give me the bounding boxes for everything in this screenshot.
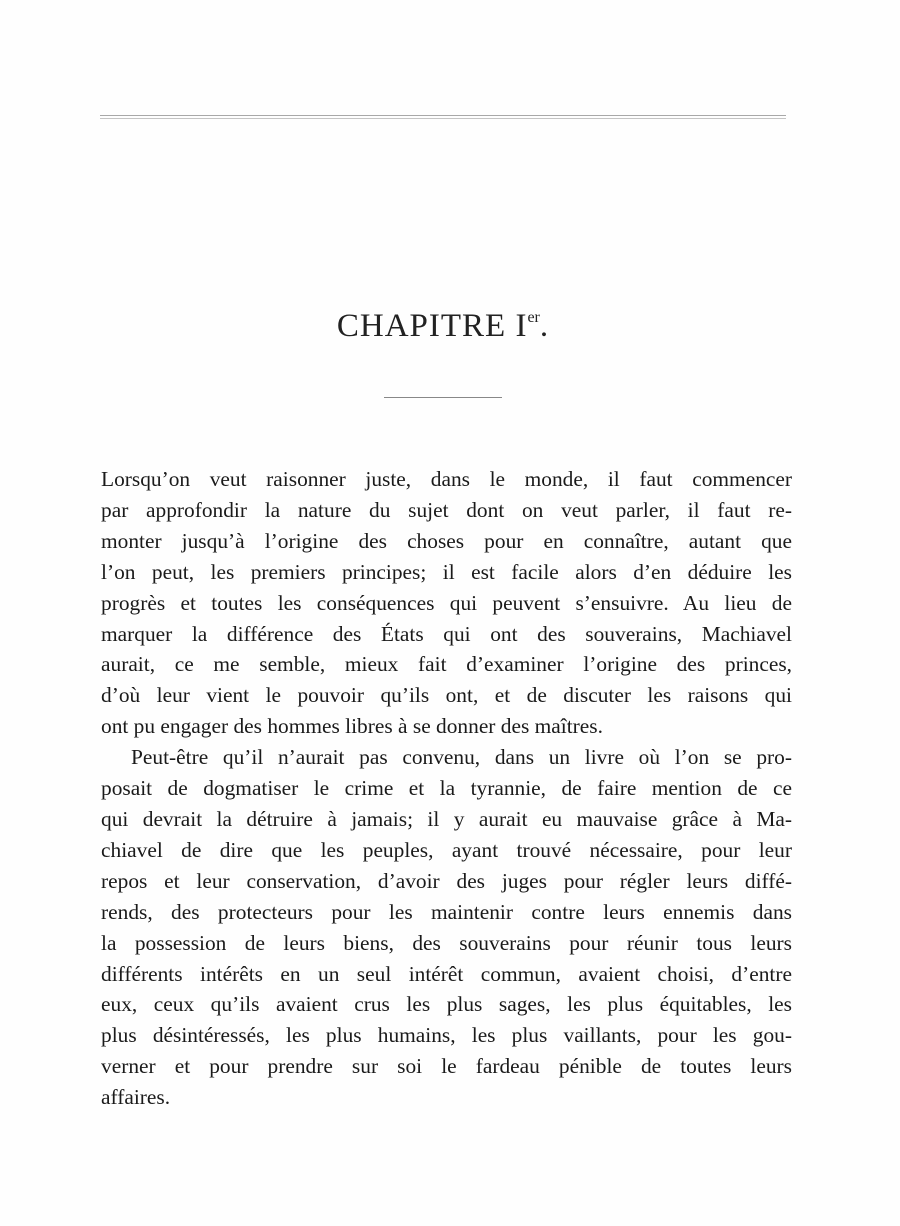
text-line: monter jusqu’à l’origine des choses pour en connaître, autant que [101,528,792,553]
chapter-title [0,308,886,345]
chapter-title-suffix: . [539,308,550,344]
text-line: repos et leur conservation, d’avoir des juges pour régler leurs diffé- [101,868,792,893]
header-rule-bottom [100,118,786,119]
text-line: marquer la différence des États qui ont des souverains, Machiavel [101,621,792,646]
text-line: plus désintéressés, les plus humains, les plus vaillants, pour les gou- [101,1023,792,1048]
text-line: différents intérêts en un seul intérêt commun, avaient choisi, d’entre [101,961,792,986]
title-divider [384,397,502,398]
header-double-rule [100,115,786,120]
text-line: ont pu engager des hommes libres à se donner des maîtres. [101,714,603,739]
text-line: qui devrait la détruire à jamais; il y aurait eu mauvaise grâce à Ma- [101,806,792,831]
text-line: rends, des protecteurs pour les maintenir contre leurs ennemis dans [101,899,792,924]
header-rule-top [100,115,786,116]
chapter-title-text: CHAPITRE I [336,308,528,344]
text-line: Peut-être qu’il n’aurait pas convenu, dans un livre où l’on se pro- [131,745,792,770]
paragraph-2 [101,742,792,1113]
text-line: affaires. [101,1085,171,1110]
text-line: progrès et toutes les conséquences qui peuvent s’ensuivre. Au lieu de [101,590,792,615]
text-line: par approfondir la nature du sujet dont on veut parler, il faut re- [101,497,792,522]
text-line: l’on peut, les premiers principes; il est facile alors d’en déduire les [101,559,792,584]
text-line: verner et pour prendre sur soi le fardeau pénible de toutes leurs [101,1054,792,1079]
chapter-body [101,464,792,1113]
paragraph-1 [101,464,792,742]
chapter-title-superscript: er [527,309,540,326]
text-line: chiavel de dire que les peuples, ayant trouvé nécessaire, pour leur [101,837,792,862]
text-line: Lorsqu’on veut raisonner juste, dans le monde, il faut commencer [101,467,792,491]
text-line: posait de dogmatiser le crime et la tyrannie, de faire mention de ce [101,776,792,801]
text-line: d’où leur vient le pouvoir qu’ils ont, et de discuter les raisons qui [101,683,792,708]
text-line: aurait, ce me semble, mieux fait d’examiner l’origine des princes, [101,652,792,677]
text-line: eux, ceux qu’ils avaient crus les plus sages, les plus équitables, les [101,992,792,1017]
text-line: la possession de leurs biens, des souverains pour réunir tous leurs [101,930,792,955]
